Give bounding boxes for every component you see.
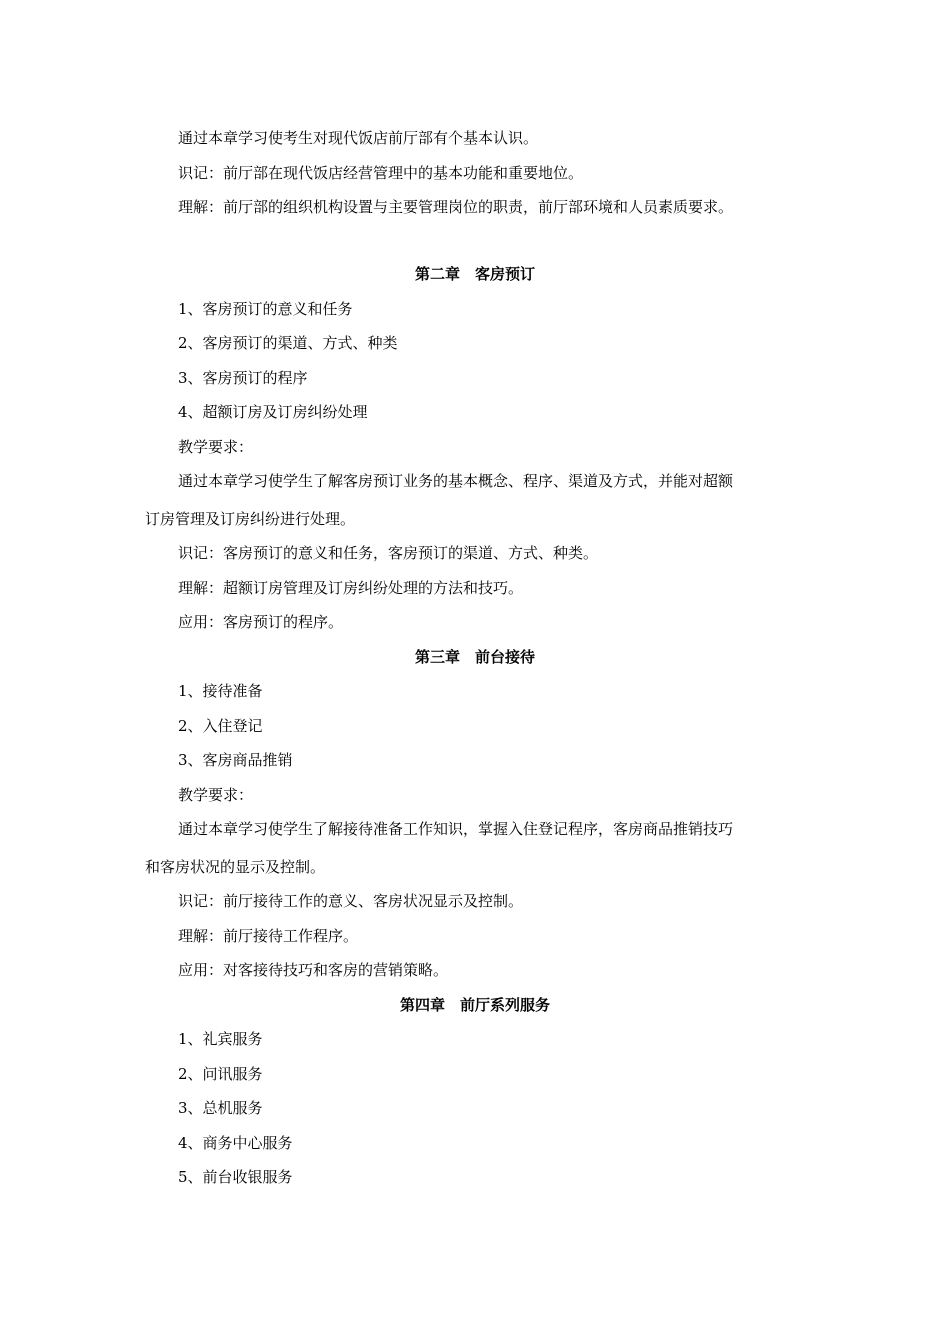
chapter3-requirements-line1: 通过本章学习使学生了解接待准备工作知识，掌握入住登记程序，客房商品推销技巧 bbox=[178, 820, 734, 838]
chapter4-item-3: 3、总机服务 bbox=[178, 1099, 263, 1117]
chapter3-understand: 理解：前厅接待工作程序。 bbox=[178, 927, 359, 945]
chapter3-apply: 应用：对客接待技巧和客房的营销策略。 bbox=[178, 961, 449, 979]
chapter2-requirements-label: 教学要求： bbox=[178, 438, 254, 456]
chapter2-requirements-line2: 订房管理及订房纠纷进行处理。 bbox=[145, 510, 356, 528]
chapter4-item-5: 5、前台收银服务 bbox=[178, 1168, 293, 1186]
chapter2-remember: 识记：客房预订的意义和任务，客房预订的渠道、方式、种类。 bbox=[178, 544, 599, 562]
chapter4-title: 第四章 前厅系列服务 bbox=[399, 996, 550, 1014]
chapter2-title: 第二章 客房预订 bbox=[414, 265, 535, 283]
chapter3-remember: 识记：前厅接待工作的意义、客房状况显示及控制。 bbox=[178, 892, 524, 910]
chapter2-apply: 应用：客房预订的程序。 bbox=[178, 613, 344, 631]
chapter2-understand: 理解：超额订房管理及订房纠纷处理的方法和技巧。 bbox=[178, 579, 524, 597]
chapter3-item-1: 1、接待准备 bbox=[178, 682, 263, 700]
chapter4-item-4: 4、商务中心服务 bbox=[178, 1134, 293, 1152]
chapter2-requirements-line1: 通过本章学习使学生了解客房预订业务的基本概念、程序、渠道及方式，并能对超额 bbox=[178, 472, 734, 490]
chapter2-item-1: 1、客房预订的意义和任务 bbox=[178, 300, 353, 318]
intro-remember: 识记：前厅部在现代饭店经营管理中的基本功能和重要地位。 bbox=[178, 164, 584, 182]
chapter3-item-3: 3、客房商品推销 bbox=[178, 751, 293, 769]
intro-understand: 理解：前厅部的组织机构设置与主要管理岗位的职责，前厅部环境和人员素质要求。 bbox=[178, 198, 734, 216]
chapter3-requirements-line2: 和客房状况的显示及控制。 bbox=[145, 858, 326, 876]
chapter2-item-2: 2、客房预订的渠道、方式、种类 bbox=[178, 334, 398, 352]
chapter3-requirements-label: 教学要求： bbox=[178, 786, 254, 804]
chapter3-item-2: 2、入住登记 bbox=[178, 717, 263, 735]
chapter4-item-1: 1、礼宾服务 bbox=[178, 1030, 263, 1048]
chapter4-item-2: 2、问讯服务 bbox=[178, 1065, 263, 1083]
chapter2-item-3: 3、客房预订的程序 bbox=[178, 369, 308, 387]
chapter2-item-4: 4、超额订房及订房纠纷处理 bbox=[178, 403, 368, 421]
chapter3-title: 第三章 前台接待 bbox=[414, 648, 535, 666]
intro-goal: 通过本章学习使考生对现代饭店前厅部有个基本认识。 bbox=[178, 129, 539, 147]
